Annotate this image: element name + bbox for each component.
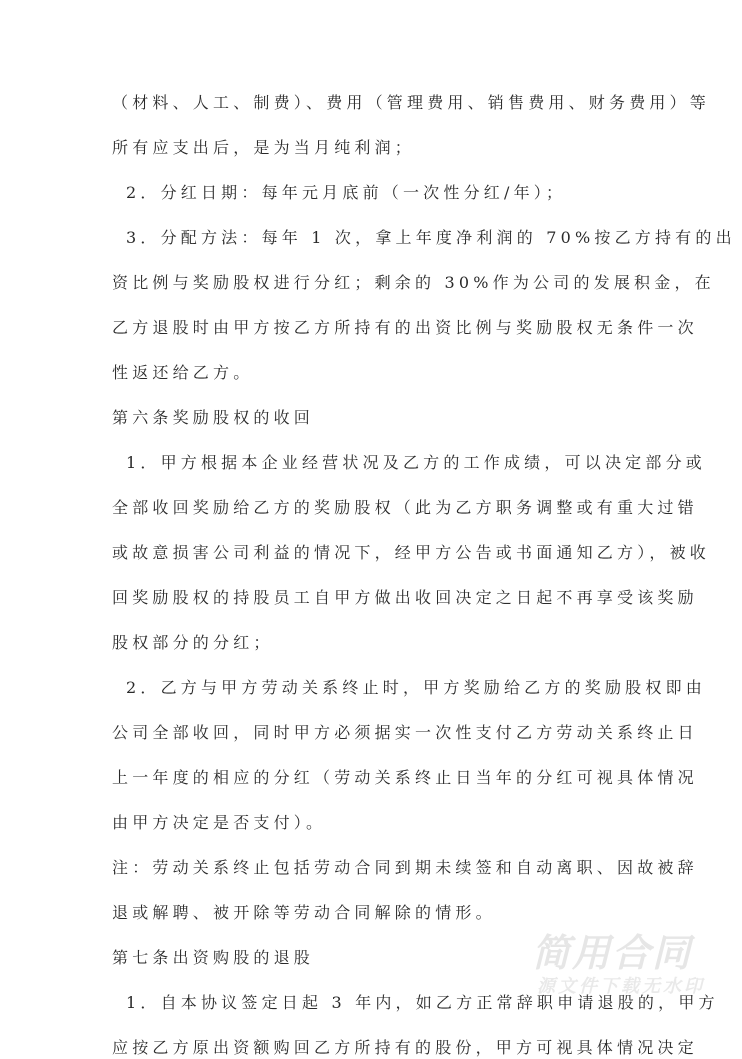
note-line: 注：劳动关系终止包括劳动合同到期未续签和自动离职、因故被辞 xyxy=(112,858,698,877)
paragraph-line: （材料、人工、制费）、费用（管理费用、销售费用、财务费用）等 xyxy=(112,93,711,112)
paragraph-line: 性返还给乙方。 xyxy=(112,363,254,382)
paragraph-line: 全部收回奖励给乙方的奖励股权（此为乙方职务调整或有重大过错 xyxy=(112,498,698,517)
paragraph-line: 回奖励股权的持股员工自甲方做出收回决定之日起不再享受该奖励 xyxy=(112,588,698,607)
watermark-caption: 源文件下载无水印 xyxy=(537,976,705,997)
paragraph-line: 股权部分的分红； xyxy=(112,633,274,652)
paragraph-line: 由甲方决定是否支付）。 xyxy=(112,813,327,832)
paragraph-line: 上一年度的相应的分红（劳动关系终止日当年的分红可视具体情况 xyxy=(112,768,698,787)
note-line: 退或解聘、被开除等劳动合同解除的情形。 xyxy=(112,903,496,922)
paragraph-line: 公司全部收回，同时甲方必须据实一次性支付乙方劳动关系终止日 xyxy=(112,723,698,742)
paragraph-line: 乙方退股时由甲方按乙方所持有的出资比例与奖励股权无条件一次 xyxy=(112,318,698,337)
paragraph-line: 2．乙方与甲方劳动关系终止时，甲方奖励给乙方的奖励股权即由 xyxy=(126,678,706,697)
paragraph-line: 1．甲方根据本企业经营状况及乙方的工作成绩，可以决定部分或 xyxy=(126,453,706,472)
section-heading-article-6: 第六条奖励股权的收回 xyxy=(112,408,315,427)
paragraph-line: 3．分配方法：每年 1 次，拿上年度净利润的 70%按乙方持有的出 xyxy=(126,228,736,247)
paragraph-line: 资比例与奖励股权进行分红；剩余的 30%作为公司的发展积金，在 xyxy=(112,273,715,292)
paragraph-line: 应按乙方原出资额购回乙方所持有的股份，甲方可视具体情况决定 xyxy=(112,1038,698,1057)
paragraph-line: 1．自本协议签定日起 3 年内，如乙方正常辞职申请退股的，甲方 xyxy=(126,993,719,1012)
section-heading-article-7: 第七条出资购股的退股 xyxy=(112,948,315,967)
paragraph-line: 2．分红日期：每年元月底前（一次性分红/年）； xyxy=(126,183,567,202)
paragraph-line: 所有应支出后，是为当月纯利润； xyxy=(112,138,416,157)
watermark-logo: 简用合同 xyxy=(532,931,693,975)
paragraph-line: 或故意损害公司利益的情况下，经甲方公告或书面通知乙方），被收 xyxy=(112,543,711,562)
